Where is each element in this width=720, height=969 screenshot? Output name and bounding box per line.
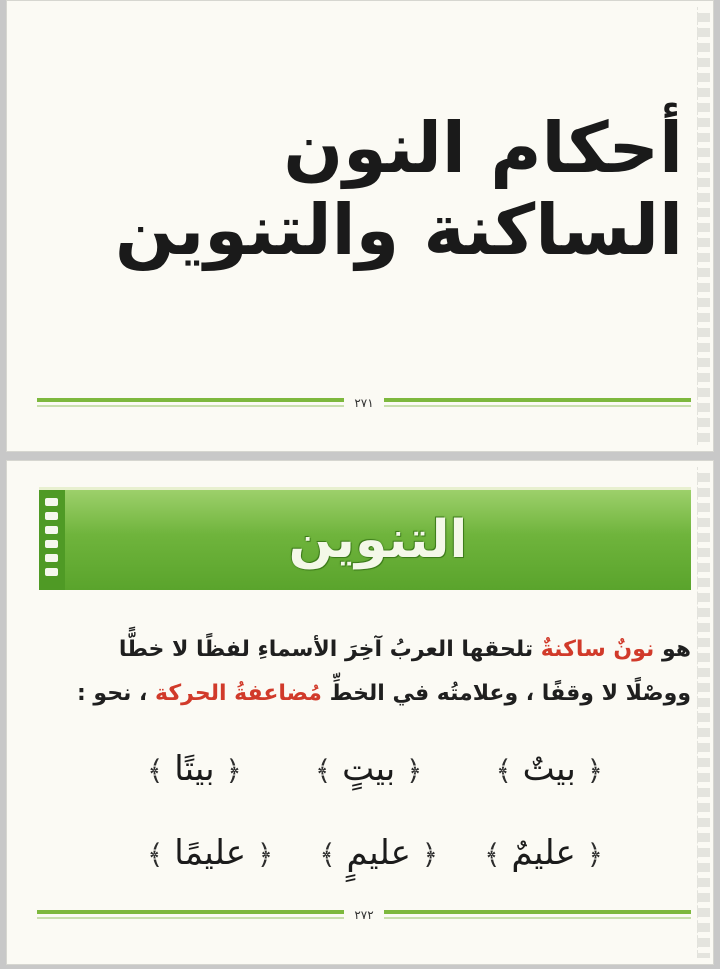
example-item: ﴿ بيتٌ ﴾ bbox=[495, 749, 603, 789]
page-footer bbox=[37, 908, 691, 922]
definition-line-2 bbox=[43, 681, 691, 706]
footer-rule-left bbox=[37, 397, 344, 409]
example-item: ﴿ عليمًا ﴾ bbox=[147, 833, 274, 873]
film-strip-decoration bbox=[39, 490, 65, 590]
page-number: ٢٧١ bbox=[354, 396, 374, 410]
examples-row-2 bbox=[147, 833, 603, 873]
examples-row-1 bbox=[147, 749, 603, 789]
binding-edge bbox=[697, 467, 710, 958]
page-footer bbox=[37, 396, 691, 410]
footer-rule-right bbox=[384, 397, 691, 409]
definition-line-1 bbox=[43, 637, 691, 662]
binding-edge bbox=[697, 7, 710, 445]
example-item: ﴿ بيتٍ ﴾ bbox=[314, 749, 423, 789]
example-item: ﴿ عليمٌ ﴾ bbox=[484, 833, 603, 873]
example-item: ﴿ عليمٍ ﴾ bbox=[319, 833, 439, 873]
text-segment: ووصْلًا لا وقفًا ، وعلامتُه في الخطِّ bbox=[321, 681, 691, 706]
text-segment: هو bbox=[654, 637, 691, 662]
highlighted-term: نونٌ ساكنةٌ bbox=[540, 637, 655, 662]
section-title: التنوين bbox=[288, 510, 468, 570]
footer-rule-right bbox=[384, 909, 691, 921]
section-banner bbox=[39, 487, 691, 590]
page-272 bbox=[6, 460, 714, 965]
page-271 bbox=[6, 0, 714, 452]
text-segment: تلحقها العربُ آخِرَ الأسماءِ لفظًا لا خطًّا bbox=[118, 637, 541, 662]
example-item: ﴿ بيتًا ﴾ bbox=[147, 749, 242, 789]
highlighted-term: مُضاعفةُ الحركة bbox=[155, 681, 322, 706]
text-segment: ، نحو : bbox=[76, 681, 156, 706]
page-number: ٢٧٢ bbox=[354, 908, 374, 922]
footer-rule-left bbox=[37, 909, 344, 921]
chapter-title: أحكام النون الساكنة والتنوين bbox=[115, 107, 683, 271]
